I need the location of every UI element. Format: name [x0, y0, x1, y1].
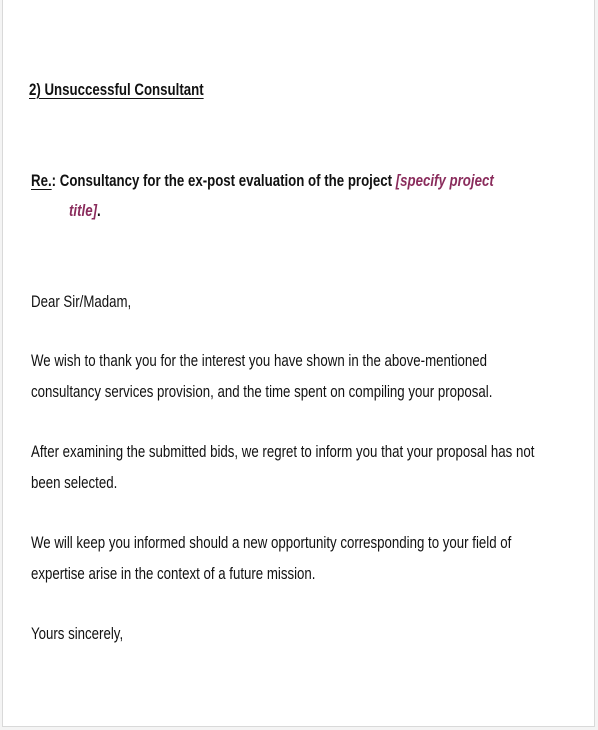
- subject-line: [31, 172, 494, 189]
- paragraph-3-line-1: We will keep you informed should a new opportunity corresponding to your field of: [31, 533, 512, 552]
- subject-label: Re.: [31, 171, 52, 190]
- project-title-placeholder: [specify project: [395, 171, 494, 190]
- subject-colon: :: [51, 171, 57, 190]
- paragraph-2-line-2: been selected.: [31, 473, 118, 492]
- letter-page: [2, 0, 595, 727]
- project-title-placeholder-end: title]: [69, 201, 97, 220]
- subject-line-continued: [69, 202, 101, 219]
- paragraph-2-line-1: After examining the submitted bids, we regret to inform you that your proposal has not: [31, 442, 535, 461]
- closing: Yours sincerely,: [31, 624, 124, 643]
- paragraph-1-line-2: consultancy services provision, and the time spent on compiling your proposal.: [31, 382, 493, 401]
- subject-text: Consultancy for the ex-post evaluation of the project: [56, 171, 396, 190]
- paragraph-3-line-2: expertise arise in the context of a future mission.: [31, 564, 316, 583]
- salutation: Dear Sir/Madam,: [31, 292, 132, 311]
- subject-period: .: [96, 201, 101, 220]
- paragraph-1-line-1: We wish to thank you for the interest you have shown in the above-mentioned: [31, 351, 488, 370]
- letter-heading: 2) Unsuccessful Consultant: [29, 80, 204, 99]
